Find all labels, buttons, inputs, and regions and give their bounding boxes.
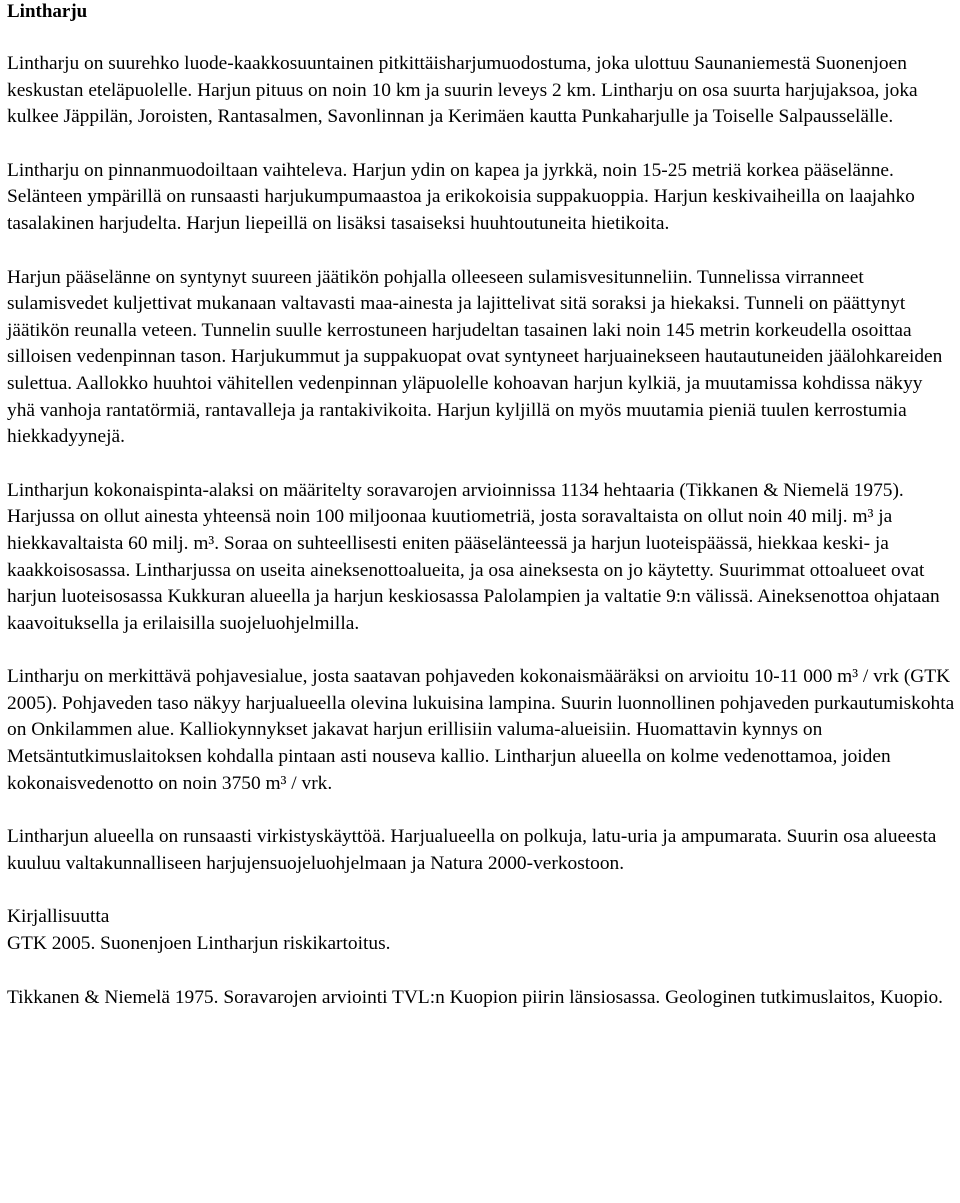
paragraph-recreation: Lintharjun alueella on runsaasti virkistyskäyttöä. Harjualueella on polkuja, latu-uria ja ampumarata. Suurin osa alueesta kuuluu valtakunnalliseen harjujensuojeluohjelmaan ja Natura 2000-verkostoon. <box>7 826 937 874</box>
paragraph-gravel-resources: Lintharjun kokonaispinta-alaksi on määritelty soravarojen arvioinnissa 1134 hehtaaria (Tikkanen & Niemelä 1975). Harjussa on ollut ainesta yhteensä noin 100 miljoonaa kuutiometriä, josta soravaltaista on ollut noin 40 milj. m³ ja hiekkavaltaista 60 milj. m³. Soraa on suhteellisesti eniten pääselänteessä ja harjun luoteispäässä, hiekkaa keski- ja kaakkoisosassa. Lintharjussa on useita aineksenottoalueita, ja osa aineksesta on jo käytetty. Suurimmat ottoalueet ovat harjun luoteisosassa Kukkuran alueella ja harjun keskiosassa Palolampien ja valtatie 9:n välissä. Aineksenottoa ohjataan kaavoituksella ja erilaisilla suojeluohjelmilla. <box>7 479 940 634</box>
paragraph-formation: Harjun pääselänne on syntynyt suureen jäätikön pohjalla olleeseen sulamisvesitunneliin. Tunnelissa virranneet sulamisvedet kuljettivat mukanaan valtavasti maa-ainesta ja lajittelivat sitä soraksi ja hiekaksi. Tunneli on päättynyt jäätikön reunalla veteen. Tunnelin suulle kerrostuneen harjudeltan tasainen laki noin 145 metrin korkeudella osoittaa silloisen vedenpinnan tason. Harjukummut ja suppakuopat ovat syntyneet harjuainekseen hautautuneiden jäälohkareiden sulettua. Aallokko huuhtoi vähitellen vedenpinnan yläpuolelle kohoavan harjun kylkiä, ja muutamissa kohdissa näkyy yhä vanhoja rantatörmiä, rantavalleja ja rantakivikoita. Harjun kyljillä on myös muutamia pieniä tuulen kerrostumia hiekkadyynejä. <box>7 266 943 448</box>
document-page <box>7 0 955 1011</box>
paragraph-groundwater: Lintharju on merkittävä pohjavesialue, josta saatavan pohjaveden kokonaismääräksi on arvioitu 10-11 000 m³ / vrk (GTK 2005). Pohjaveden taso näkyy harjualueella olevina lukuisina lampina. Suurin luonnollinen pohjaveden purkautumiskohta on Onkilammen alue. Kalliokynnykset jakavat harjun erillisiin valuma-alueisiin. Huomattavin kynnys on Metsäntutkimuslaitoksen kohdalla pintaan asti nouseva kallio. Lintharjun alueella on kolme vedenottamoa, joiden kokonaisvedenotto on noin 3750 m³ / vrk. <box>7 666 955 794</box>
page-title: Lintharju <box>7 1 88 22</box>
reference-item: Tikkanen & Niemelä 1975. Soravarojen arviointi TVL:n Kuopion piirin länsiosassa. Geologinen tutkimuslaitos, Kuopio. <box>7 986 944 1008</box>
paragraph-landforms: Lintharju on pinnanmuodoiltaan vaihteleva. Harjun ydin on kapea ja jyrkkä, noin 15-25 metriä korkea pääselänne. Selänteen ympärillä on runsaasti harjukumpumaastoa ja erikokoisia suppakuoppia. Harjun keskivaiheilla on laajahko tasalakinen harjudelta. Harjun liepeillä on lisäksi tasaiseksi huuhtoutuneita hietikoita. <box>7 159 915 234</box>
paragraph-overview: Lintharju on suurehko luode-kaakkosuuntainen pitkittäisharjumuodostuma, joka ulottuu Saunaniemestä Suonenjoen keskustan eteläpuolelle. Harjun pituus on noin 10 km ja suurin leveys 2 km. Lintharju on osa suurta harjujaksoa, joka kulkee Jäppilän, Joroisten, Rantasalmen, Savonlinnan ja Kerimäen kautta Punkaharjulle ja Toiselle Salpausselälle. <box>7 53 918 128</box>
reference-item: GTK 2005. Suonenjoen Lintharjun riskikartoitus. <box>7 933 391 955</box>
references-heading: Kirjallisuutta <box>7 906 110 928</box>
